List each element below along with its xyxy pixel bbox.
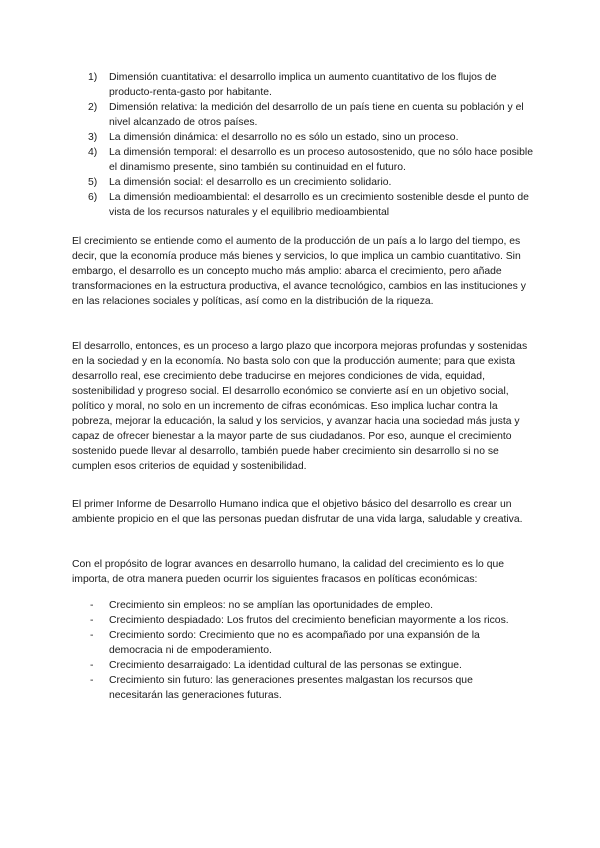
list-item-text: Dimensión relativa: la medición del desarrollo de un país tiene en cuenta su población y el nivel alcanzado de otros países. bbox=[109, 102, 524, 128]
list-item-text: Crecimiento sin empleos: no se amplían las oportunidades de empleo. bbox=[109, 600, 434, 611]
list-marker: - bbox=[90, 600, 94, 611]
list-marker: 3) bbox=[88, 132, 98, 143]
list-item bbox=[88, 628, 528, 658]
list-marker: - bbox=[90, 675, 94, 686]
list-marker: - bbox=[90, 615, 94, 626]
list-item bbox=[88, 658, 528, 673]
list-item-text: La dimensión medioambiental: el desarrollo es un crecimiento sostenible desde el punto de vista de los recursos naturales y el equilibrio medioambiental bbox=[109, 192, 529, 218]
paragraph-growth-definition: El crecimiento se entiende como el aumento de la producción de un país a lo largo del tiempo, es decir, que la economía produce más bienes y servicios, lo que implica un cambio cuantitativo. Sin embargo, el desarrollo es un concepto mucho más amplio: abarca el crecimiento, pero añade transformaciones en la estructura productiva, el avance tecnológico, cambios en las instituciones y en las relaciones sociales y políticas, así como en la distribución de la riqueza. bbox=[72, 236, 526, 307]
list-item bbox=[88, 145, 538, 175]
list-item-text: Crecimiento sordo: Crecimiento que no es acompañado por una expansión de la democracia ni de empoderamiento. bbox=[109, 630, 480, 656]
list-marker: 2) bbox=[88, 102, 98, 113]
list-item-text: La dimensión temporal: el desarrollo es un proceso autosostenido, que no sólo hace posible el dinamismo presente, sino también su continuidad en el futuro. bbox=[109, 147, 533, 173]
list-item bbox=[88, 613, 528, 628]
list-marker: 6) bbox=[88, 192, 98, 203]
list-item-text: Dimensión cuantitativa: el desarrollo implica un aumento cuantitativo de los flujos de producto-renta-gasto por habitante. bbox=[109, 72, 497, 98]
paragraph-development-process: El desarrollo, entonces, es un proceso a largo plazo que incorpora mejoras profundas y sostenidas en la sociedad y en la economía. No basta solo con que la producción aumente; para que exista desarrollo real, ese crecimiento debe traducirse en mejores condiciones de vida, equidad, sostenibilidad y progreso social. El desarrollo económico se convierte así en un objetivo social, político y moral, no solo en un incremento de cifras económicas. Eso implica luchar contra la pobreza, mejorar la educación, la salud y los servicios, y avanzar hacia una sociedad más justa y capaz de ofrecer bienestar a la mayor parte de sus ciudadanos. Por eso, aunque el crecimiento sostenido puede llevar al desarrollo, también puede haber crecimiento sin desarrollo si no se cumplen esos criterios de equidad y sostenibilidad. bbox=[72, 341, 528, 472]
list-item-text: La dimensión social: el desarrollo es un crecimiento solidario. bbox=[109, 177, 392, 188]
paragraph-human-development-report: El primer Informe de Desarrollo Humano indica que el objetivo básico del desarrollo es crear un ambiente propicio en el que las personas puedan disfrutar de una vida larga, saludable y creativa. bbox=[72, 499, 523, 525]
list-item bbox=[88, 130, 538, 145]
list-marker: 5) bbox=[88, 177, 98, 188]
list-item-text: Crecimiento sin futuro: las generaciones presentes malgastan los recursos que necesitarán las generaciones futuras. bbox=[109, 675, 473, 701]
list-marker: - bbox=[90, 630, 94, 641]
dimensions-numbered-list bbox=[88, 70, 538, 220]
list-item bbox=[88, 70, 538, 100]
list-item bbox=[88, 190, 538, 220]
list-marker: 4) bbox=[88, 147, 98, 158]
list-item bbox=[88, 100, 538, 130]
list-item-text: Crecimiento desarraigado: La identidad cultural de las personas se extingue. bbox=[109, 660, 462, 671]
list-marker: - bbox=[90, 660, 94, 671]
list-item bbox=[88, 175, 538, 190]
list-marker: 1) bbox=[88, 72, 98, 83]
list-item bbox=[88, 673, 528, 703]
list-item-text: La dimensión dinámica: el desarrollo no es sólo un estado, sino un proceso. bbox=[109, 132, 459, 143]
list-item bbox=[88, 598, 528, 613]
list-item-text: Crecimiento despiadado: Los frutos del crecimiento benefician mayormente a los ricos. bbox=[109, 615, 509, 626]
paragraph-growth-quality: Con el propósito de lograr avances en desarrollo humano, la calidad del crecimiento es lo que importa, de otra manera pueden ocurrir los siguientes fracasos en políticas económicas: bbox=[72, 559, 505, 585]
failures-bullet-list bbox=[88, 598, 528, 703]
